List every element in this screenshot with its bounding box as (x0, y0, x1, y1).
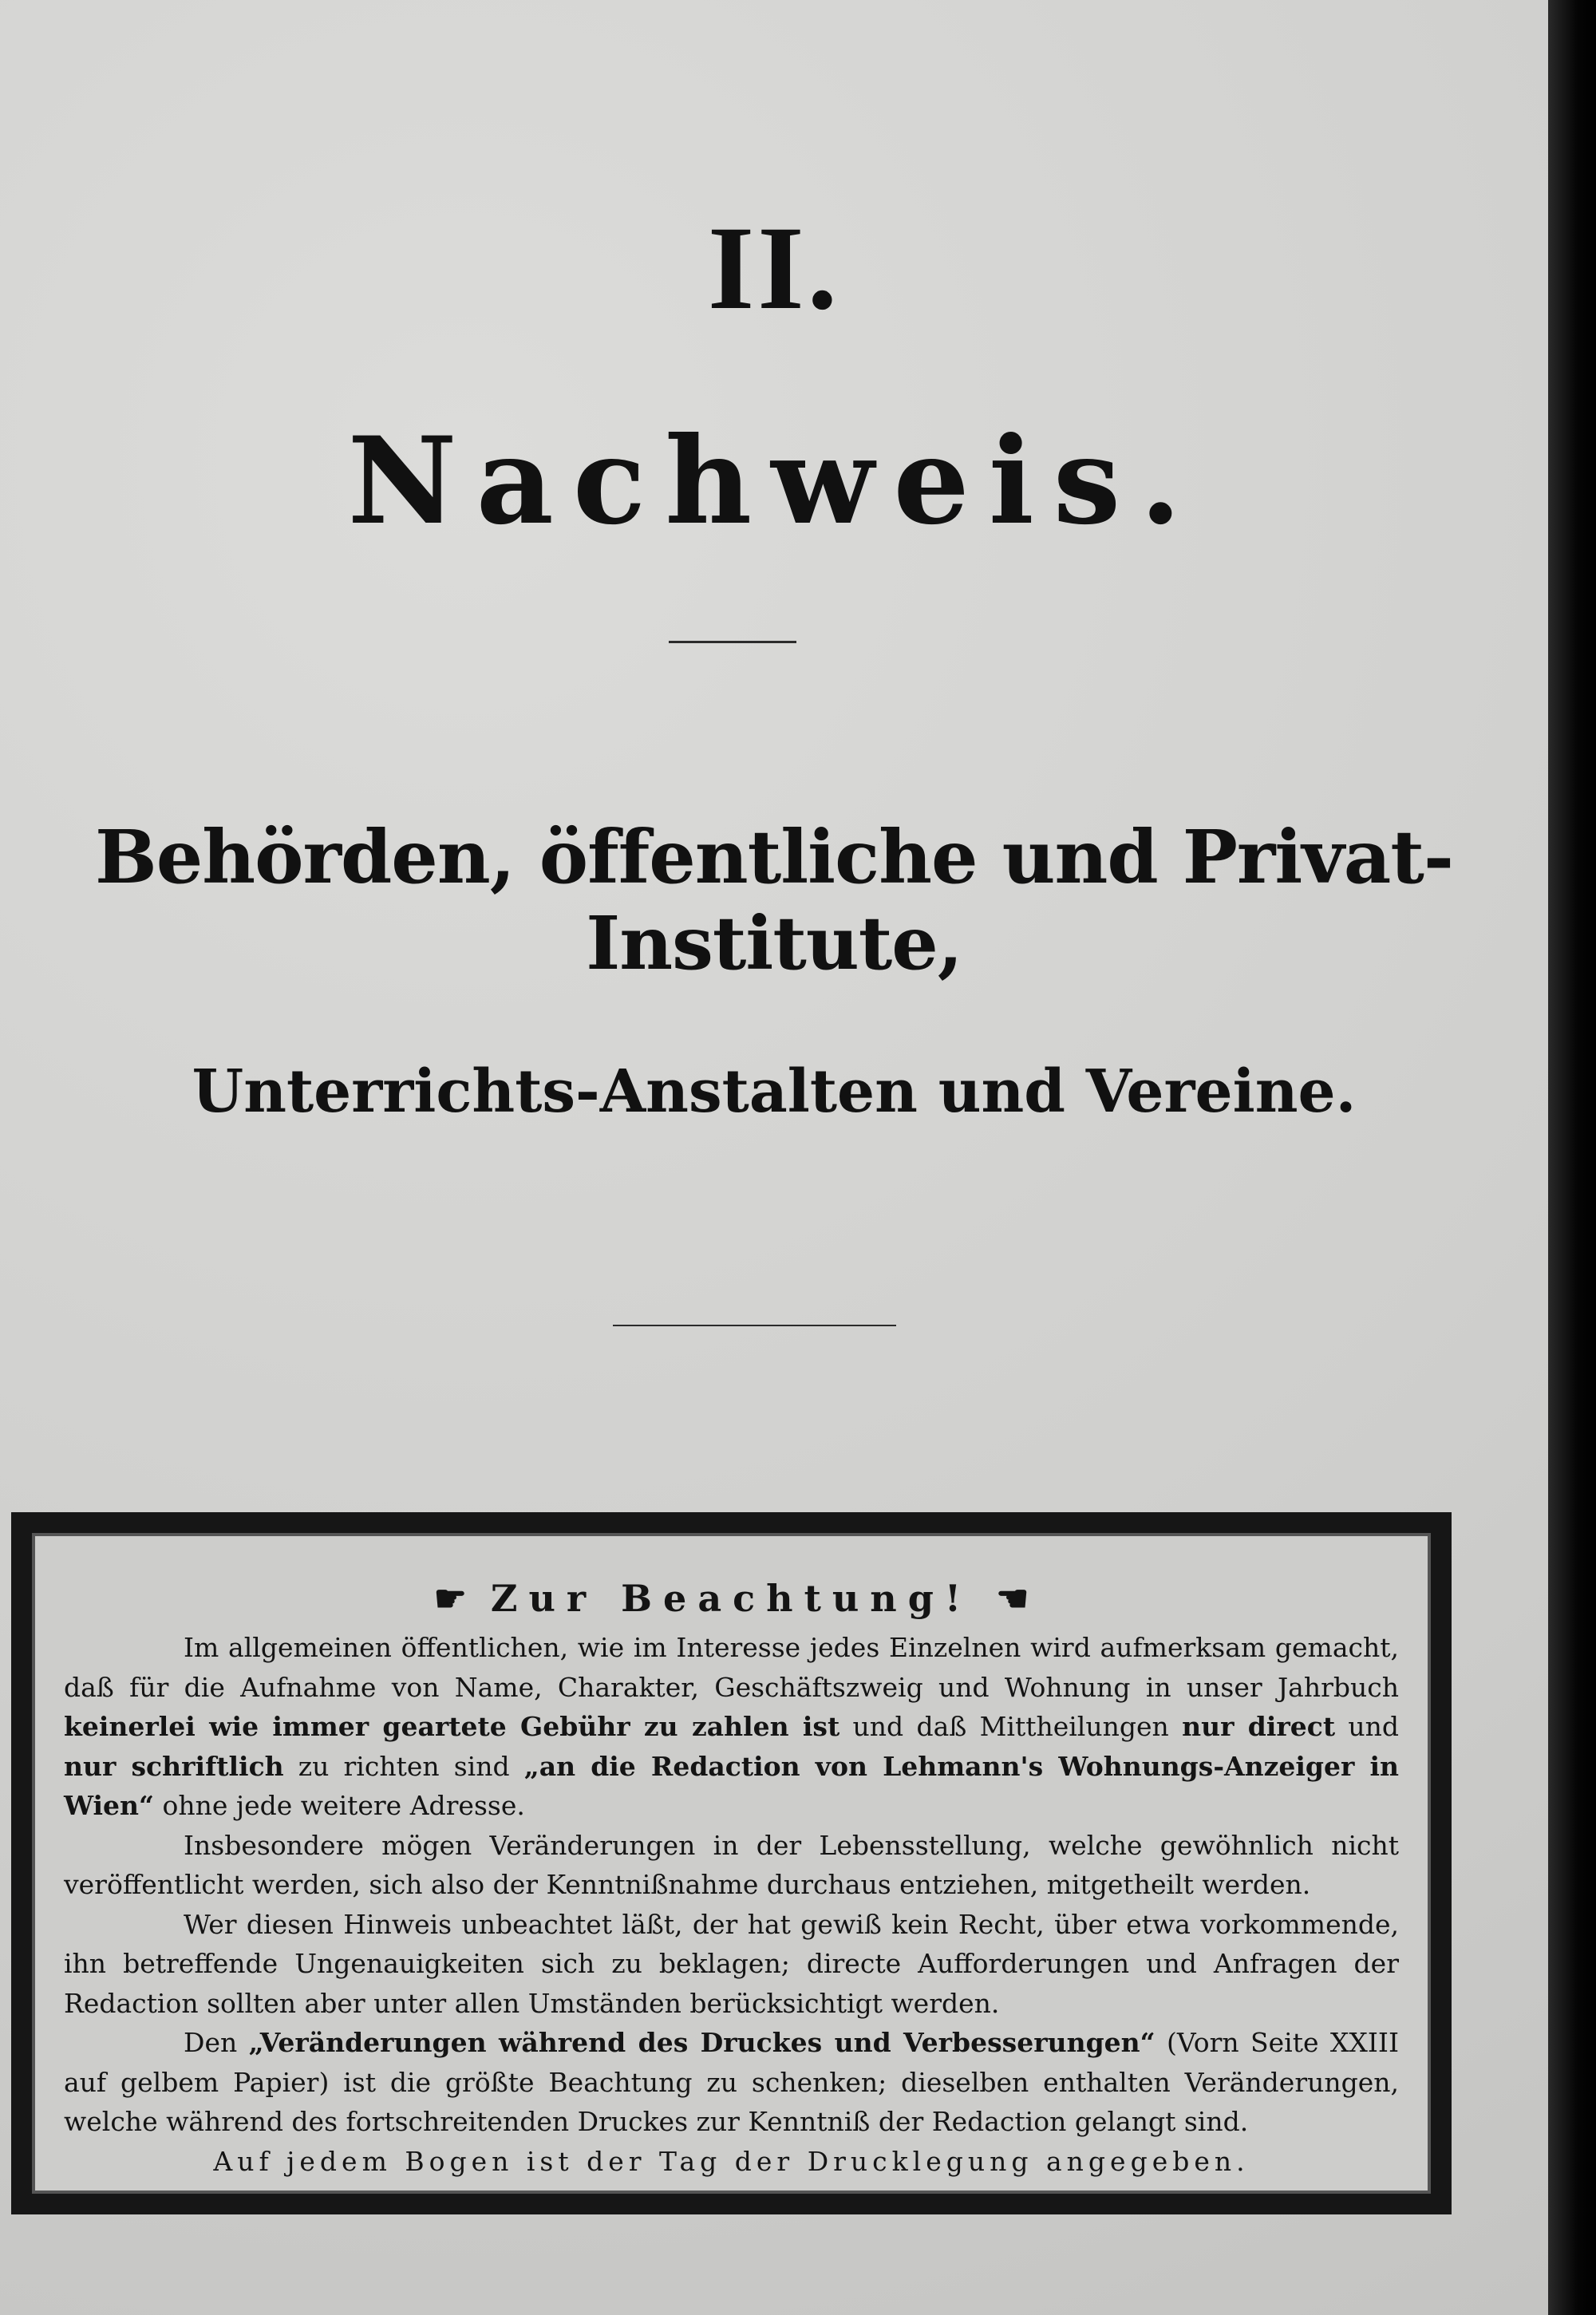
text-span: zu richten sind (283, 1750, 524, 1782)
page-edge-shadow (1548, 0, 1596, 2315)
divider-rule-bottom (613, 1325, 896, 1326)
text-span-bold: nur direct (1182, 1711, 1336, 1742)
text-span: und daß Mittheilungen (839, 1711, 1183, 1742)
notice-heading (64, 1577, 1399, 1620)
pointing-hand-left-icon: ☚ (996, 1577, 1029, 1620)
text-span: Im allgemeinen öffentlichen, wie im Interesse jedes Einzelnen wird aufmerksam gemacht, daß für die Aufnahme von Name, Charakter, Geschäftszweig und Wohnung in unser Jahrbuch (64, 1632, 1399, 1703)
notice-content (64, 1577, 1400, 2177)
text-span-bold: keinerlei wie immer geartete Gebühr zu zahlen ist (64, 1711, 840, 1742)
notice-heading-text: Zur Beachtung! (490, 1577, 973, 1620)
pointing-hand-right-icon: ☛ (433, 1577, 467, 1620)
page-title: Nachweis. (347, 411, 1201, 551)
divider-rule-top (669, 641, 796, 643)
section-numeral: II. (707, 202, 841, 334)
text-span-bold: „an die Redaction von Lehmann's Wohnungs-Anzeiger in Wien“ (64, 1750, 1399, 1821)
text-span: ohne jede weitere Adresse. (154, 1790, 525, 1821)
text-span: und (1335, 1711, 1400, 1742)
text-span: Den (184, 2027, 249, 2058)
notice-paragraph-3: Wer diesen Hinweis unbeachtet läßt, der hat gewiß kein Recht, über etwa vorkommende, ihn betreffende Ungenauigkeiten sich zu beklagen; directe Aufforderungen und Anfragen der Redaction sollten aber unter allen Umständen berücksichtigt werden. (64, 1908, 1399, 2019)
notice-paragraph-1 (64, 1628, 1399, 1826)
notice-paragraph-5: Auf jedem Bogen ist der Tag der Drucklegung angegeben. (213, 2145, 1250, 2177)
notice-paragraph-4 (64, 2023, 1399, 2142)
heading-authorities: Behörden, öffentliche und Privat-Institute, (94, 814, 1454, 986)
text-span: (Vorn Seite XXIII auf gelbem Papier) ist die größte Beachtung zu schenken; dieselben enthalten Veränderungen, welche während des fortschreitenden Druckes zur Kenntniß der Redaction gelangt sind. (64, 2027, 1399, 2137)
text-span-bold: „Veränderungen während des Druckes und Verbesserungen“ (248, 2027, 1156, 2058)
notice-box (11, 1512, 1452, 2214)
text-span-bold: nur schriftlich (64, 1750, 284, 1782)
notice-paragraph-2: Insbesondere mögen Veränderungen in der Lebensstellung, welche gewöhnlich nicht veröffentlicht werden, sich also der Kenntnißnahme durchaus entziehen, mitgetheilt werden. (64, 1829, 1399, 1900)
heading-institutions: Unterrichts-Anstalten und Vereine. (192, 1057, 1357, 1126)
